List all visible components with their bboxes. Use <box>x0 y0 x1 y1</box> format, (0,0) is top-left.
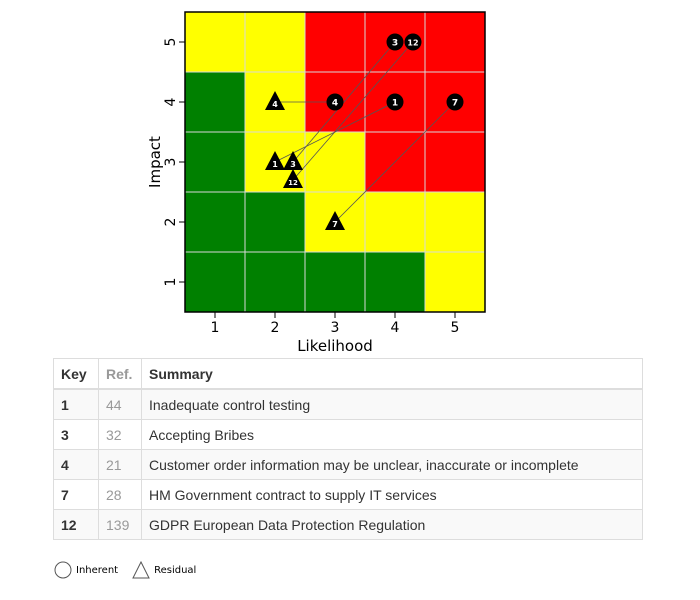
matrix-cell <box>185 132 245 192</box>
x-axis-label: Likelihood <box>297 337 373 355</box>
row-key: 4 <box>54 450 99 480</box>
y-tick-label: 2 <box>163 217 179 227</box>
matrix-cell <box>305 252 365 312</box>
row-key: 3 <box>54 420 99 450</box>
x-tick-label: 1 <box>210 320 220 336</box>
matrix-cell <box>425 252 485 312</box>
matrix-cell <box>425 192 485 252</box>
residual-key-label: 12 <box>288 179 298 187</box>
row-summary: GDPR European Data Protection Regulation <box>142 510 643 540</box>
inherent-key-label: 4 <box>331 98 339 109</box>
matrix-cells <box>185 12 485 312</box>
legend-residual <box>132 561 196 579</box>
inherent-marker[interactable] <box>327 94 344 111</box>
inherent-key-label: 3 <box>391 38 399 49</box>
matrix-cell <box>185 72 245 132</box>
x-tick-label: 5 <box>450 320 460 336</box>
inherent-marker[interactable] <box>387 94 404 111</box>
table-row <box>54 510 643 540</box>
y-tick-label: 3 <box>163 157 179 167</box>
residual-key-label: 7 <box>332 220 338 229</box>
matrix-cell <box>185 12 245 72</box>
residual-key-label: 3 <box>290 160 296 169</box>
matrix-cell <box>425 12 485 72</box>
row-key: 7 <box>54 480 99 510</box>
inherent-marker[interactable] <box>387 34 404 51</box>
row-ref: 44 <box>99 389 142 420</box>
x-tick-label: 4 <box>390 320 400 336</box>
matrix-cell <box>425 132 485 192</box>
table-row <box>54 450 643 480</box>
row-key: 12 <box>54 510 99 540</box>
row-summary: HM Government contract to supply IT services <box>142 480 643 510</box>
row-ref: 21 <box>99 450 142 480</box>
row-key: 1 <box>54 389 99 420</box>
matrix-cell <box>365 252 425 312</box>
residual-key-label: 4 <box>272 100 278 109</box>
matrix-cell <box>305 132 365 192</box>
y-tick-label: 1 <box>163 277 179 287</box>
inherent-marker[interactable] <box>447 94 464 111</box>
ref-column-header: Ref. <box>99 359 142 390</box>
matrix-cell <box>365 192 425 252</box>
matrix-cell <box>305 12 365 72</box>
circle-icon <box>54 561 72 579</box>
legend-inherent-label: Inherent <box>76 564 119 576</box>
x-tick-label: 2 <box>270 320 280 336</box>
row-ref: 28 <box>99 480 142 510</box>
summary-column-header: Summary <box>142 359 643 390</box>
row-summary: Inadequate control testing <box>142 389 643 420</box>
matrix-cell <box>245 12 305 72</box>
table-row <box>54 389 643 420</box>
table-row <box>54 480 643 510</box>
legend-residual-label: Residual <box>154 564 197 576</box>
y-tick-label: 5 <box>163 37 179 47</box>
inherent-key-label: 12 <box>407 38 419 48</box>
matrix-legend <box>54 560 210 580</box>
matrix-cell <box>245 192 305 252</box>
key-column-header: Key <box>54 359 99 390</box>
row-ref: 139 <box>99 510 142 540</box>
y-tick-label: 4 <box>163 97 179 107</box>
triangle-icon <box>132 561 150 579</box>
table-header-row <box>54 359 643 390</box>
risk-table <box>53 358 643 540</box>
inherent-marker[interactable] <box>405 34 422 51</box>
inherent-key-label: 1 <box>391 98 399 109</box>
table-row <box>54 420 643 450</box>
legend-inherent <box>54 561 118 579</box>
matrix-cell <box>185 192 245 252</box>
row-summary: Customer order information may be unclear, inaccurate or incomplete <box>142 450 643 480</box>
row-summary: Accepting Bribes <box>142 420 643 450</box>
y-axis-label: Impact <box>146 136 164 188</box>
matrix-cell <box>245 252 305 312</box>
inherent-key-label: 7 <box>451 98 459 109</box>
x-tick-label: 3 <box>330 320 340 336</box>
matrix-cell <box>185 252 245 312</box>
residual-key-label: 1 <box>272 160 278 169</box>
row-ref: 32 <box>99 420 142 450</box>
